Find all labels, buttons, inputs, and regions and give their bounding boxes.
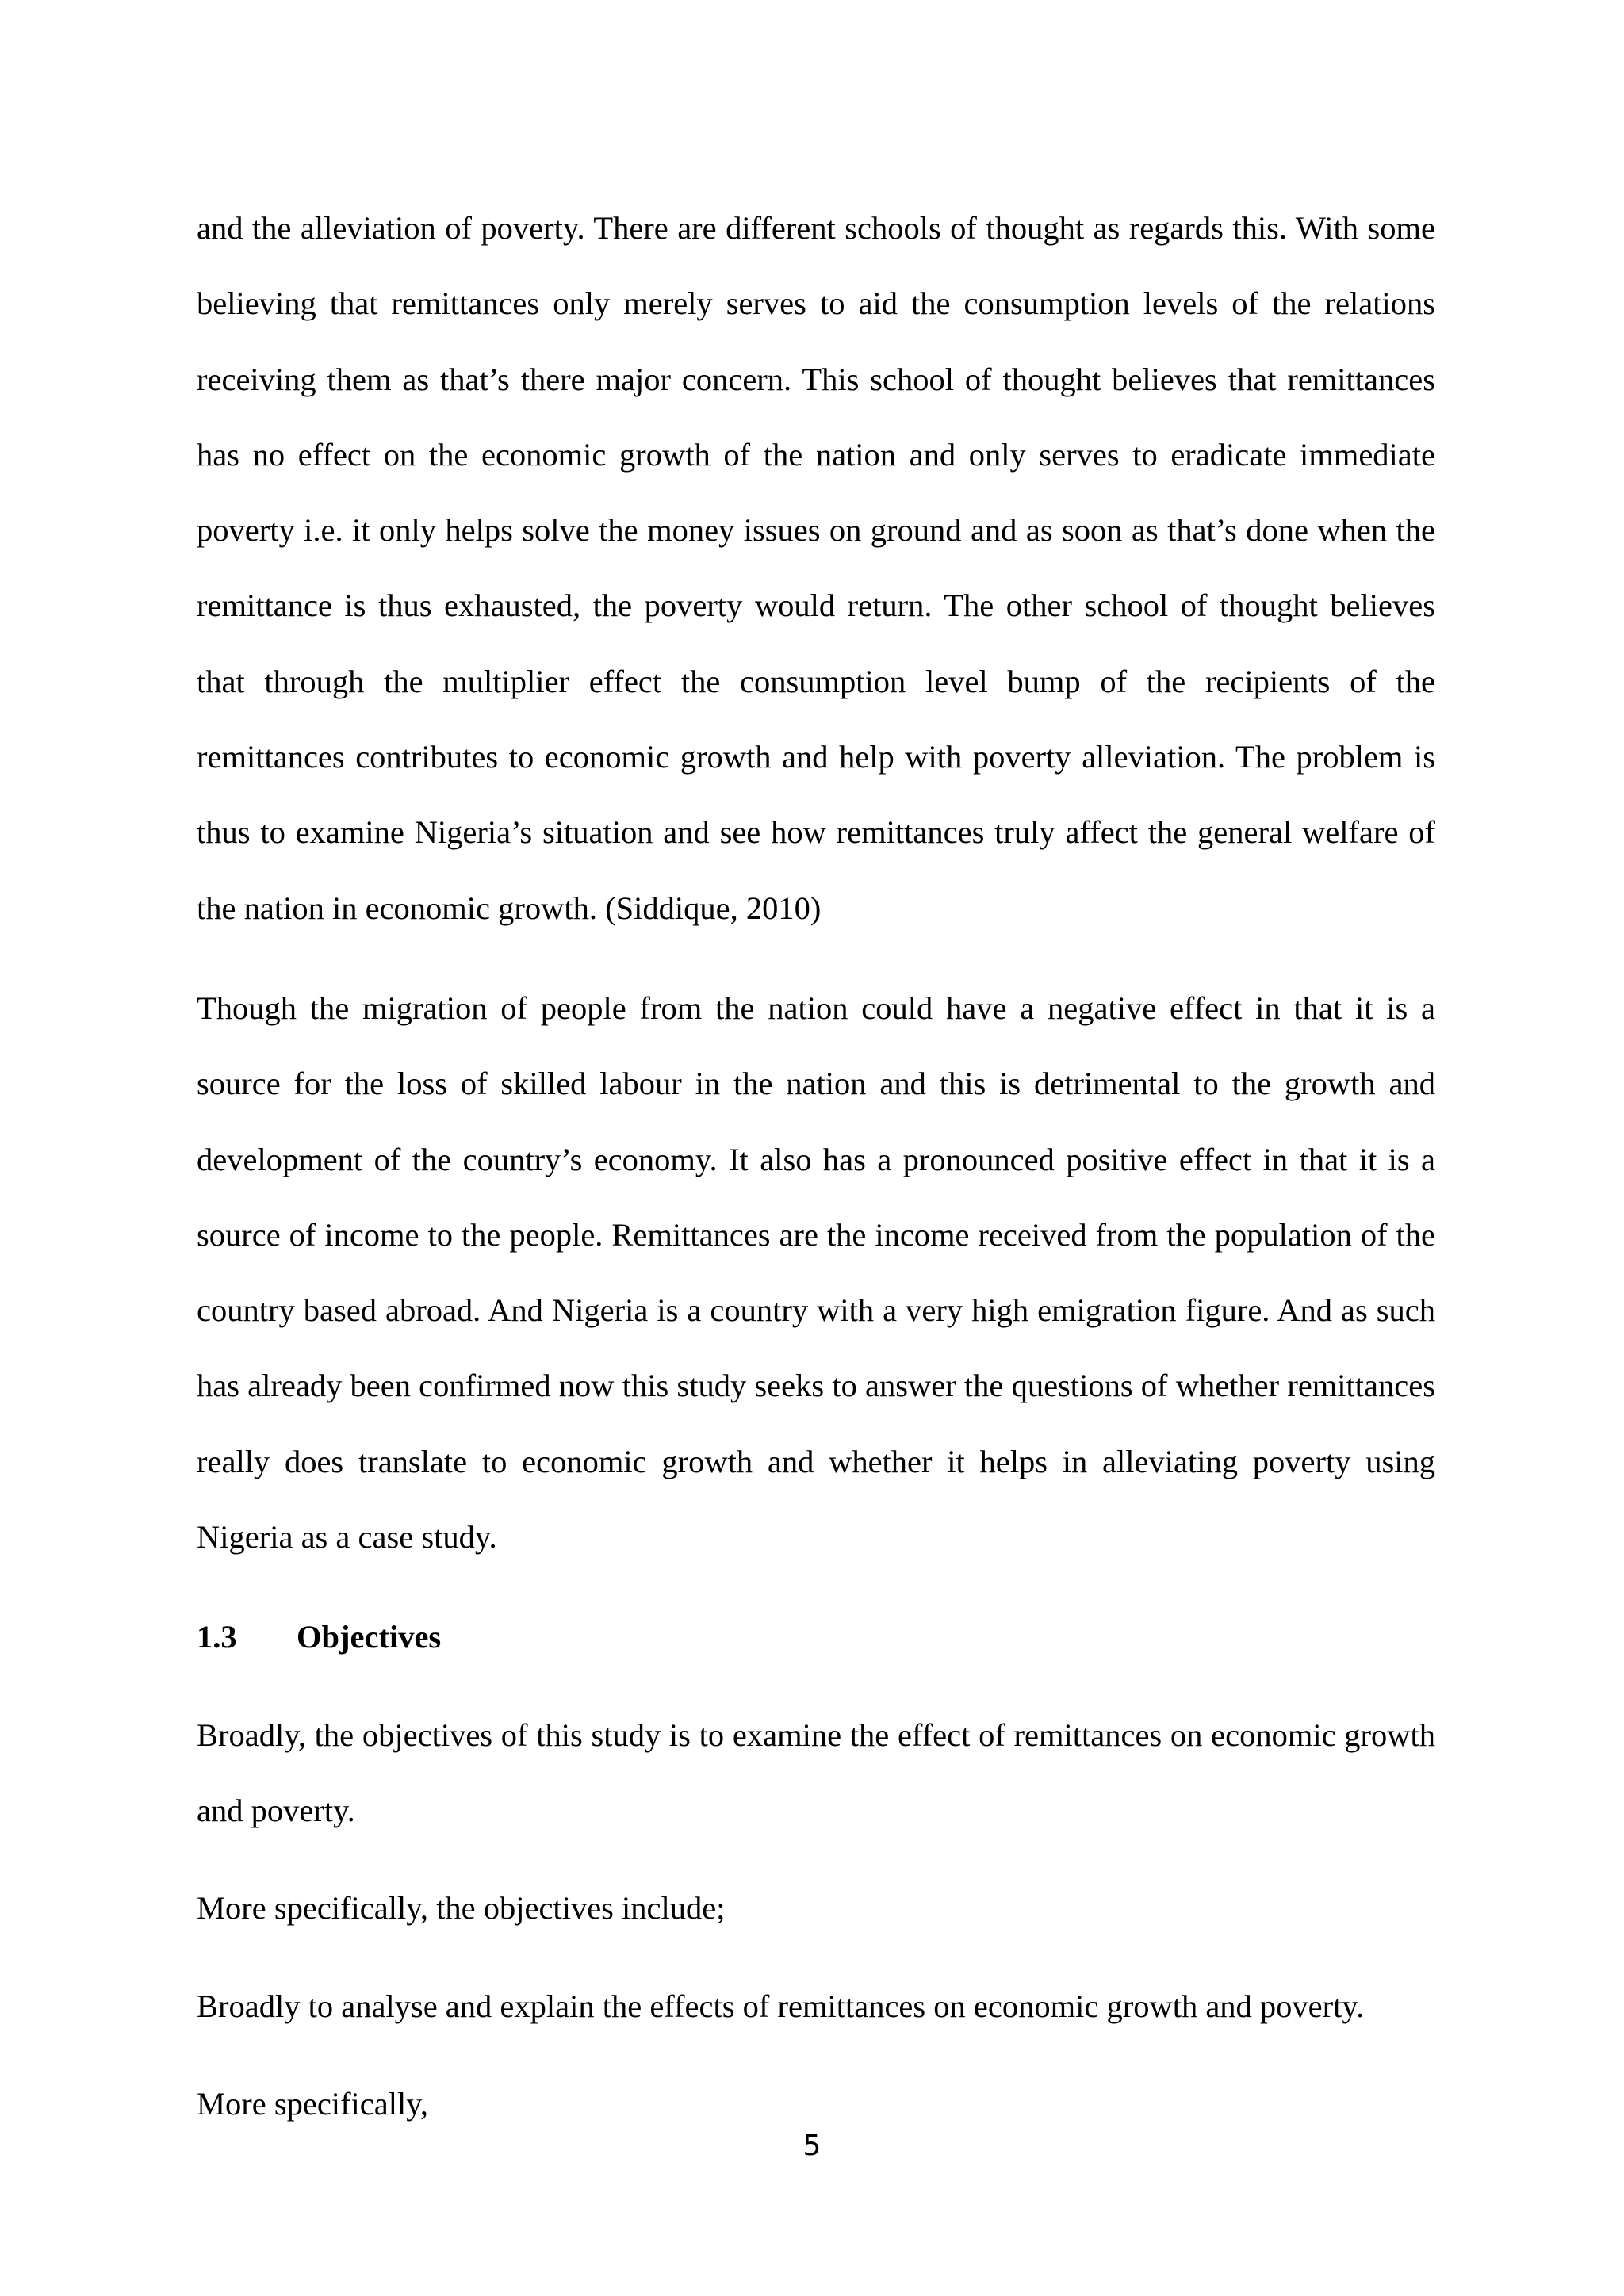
- objectives-paragraph-analyse: Broadly to analyse and explain the effects of remittances on economic growth and poverty.: [197, 1988, 1365, 2024]
- section-heading-objectives: [197, 1599, 1435, 1674]
- objectives-paragraph-broad: Broadly, the objectives of this study is to examine the effect of remittances on economic growth and poverty.: [197, 1716, 1435, 1828]
- page-number: 5: [802, 2130, 822, 2162]
- objectives-paragraph-more-specifically: More specifically,: [197, 2085, 429, 2122]
- objectives-paragraph-specific-intro: More specifically, the objectives include;: [197, 1890, 726, 1927]
- page-body: [197, 190, 1435, 2141]
- section-title: Objectives: [297, 1619, 442, 1655]
- body-paragraph-problem-continued: and the alleviation of poverty. There are different schools of thought as regards this. With some believing that remittances only merely serves to aid the consumption levels of the relations receiving them as that’s there major concern. This school of thought believes that remittances has no effect on the economic growth of the nation and only serves to eradicate immediate poverty i.e. it only helps solve the money issues on ground and as soon as that’s done when the remittance is thus exhausted, the poverty would return. The other school of thought believes that through the multiplier effect the consumption level bump of the recipients of the remittances contributes to economic growth and help with poverty alleviation. The problem is thus to examine Nigeria’s situation and see how remittances truly affect the general welfare of the nation in economic growth. (Siddique, 2010): [197, 210, 1435, 926]
- section-number: 1.3: [197, 1619, 237, 1655]
- body-paragraph-migration: Though the migration of people from the nation could have a negative effect in that it is a source for the loss of skilled labour in the nation and this is detrimental to the growth and development of the country’s economy. It also has a pronounced positive effect in that it is a source of income to the people. Remittances are the income received from the population of the country based abroad. And Nigeria is a country with a very high emigration figure. And as such has already been confirmed now this study seeks to answer the questions of whether remittances really does translate to economic growth and whether it helps in alleviating poverty using Nigeria as a case study.: [197, 989, 1435, 1556]
